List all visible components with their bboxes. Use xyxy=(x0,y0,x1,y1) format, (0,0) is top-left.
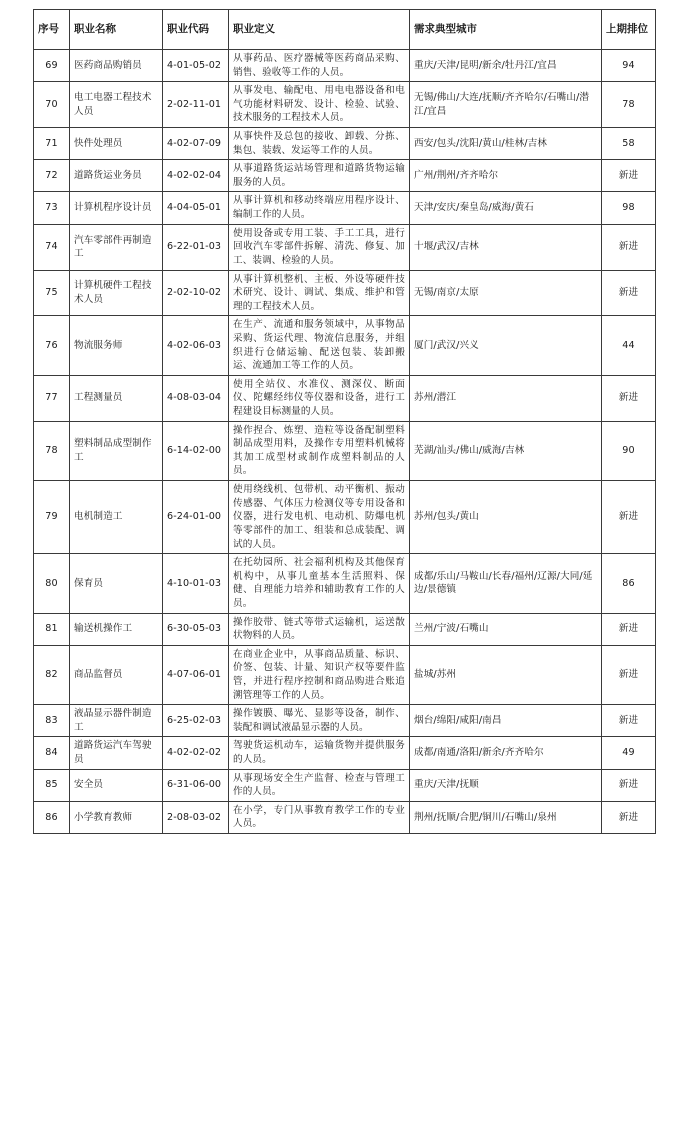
table-header-row xyxy=(34,10,656,50)
cell-previous-rank: 新进 xyxy=(602,801,656,833)
cell-occupation-code: 4-02-07-09 xyxy=(163,128,229,160)
cell-demand-cities: 荆州/抚顺/合肥/铜川/石嘴山/泉州 xyxy=(410,801,602,833)
cell-previous-rank: 新进 xyxy=(602,705,656,737)
cell-occupation-definition: 驾驶货运机动车，运输货物并提供服务的人员。 xyxy=(229,737,410,769)
column-header-name: 职业名称 xyxy=(70,10,163,50)
cell-previous-rank: 新进 xyxy=(602,645,656,704)
cell-sequence-number: 71 xyxy=(34,128,70,160)
cell-demand-cities: 盐城/苏州 xyxy=(410,645,602,704)
cell-demand-cities: 重庆/天津/昆明/新余/牡丹江/宜昌 xyxy=(410,50,602,82)
cell-occupation-name: 快件处理员 xyxy=(70,128,163,160)
cell-demand-cities: 成都/南通/洛阳/新余/齐齐哈尔 xyxy=(410,737,602,769)
cell-demand-cities: 苏州/潜江 xyxy=(410,375,602,421)
cell-sequence-number: 70 xyxy=(34,82,70,128)
cell-sequence-number: 74 xyxy=(34,224,70,270)
cell-demand-cities: 兰州/宁波/石嘴山 xyxy=(410,613,602,645)
table-row xyxy=(34,801,656,833)
cell-occupation-name: 电工电器工程技术人员 xyxy=(70,82,163,128)
table-row xyxy=(34,192,656,224)
cell-occupation-name: 物流服务师 xyxy=(70,316,163,375)
occupation-ranking-table xyxy=(33,9,656,834)
cell-occupation-definition: 使用全站仪、水准仪、测深仪、断面仪、陀螺经纬仪等仪器和设备，进行工程建设目标测量的人员。 xyxy=(229,375,410,421)
cell-previous-rank: 新进 xyxy=(602,224,656,270)
table-row xyxy=(34,737,656,769)
cell-occupation-code: 4-04-05-01 xyxy=(163,192,229,224)
table-row xyxy=(34,128,656,160)
cell-occupation-name: 道路货运业务员 xyxy=(70,160,163,192)
cell-sequence-number: 83 xyxy=(34,705,70,737)
cell-previous-rank: 新进 xyxy=(602,769,656,801)
cell-occupation-definition: 从事发电、输配电、用电电器设备和电气功能材料研发、设计、检验、试验、技术服务的工程技术人员。 xyxy=(229,82,410,128)
table-row xyxy=(34,224,656,270)
cell-occupation-definition: 在商业企业中，从事商品质量、标识、价签、包装、计量、知识产权等要件监管，并进行程序控制和商品购进合账追溯管理等工作的人员。 xyxy=(229,645,410,704)
cell-previous-rank: 44 xyxy=(602,316,656,375)
cell-occupation-name: 液晶显示器件制造工 xyxy=(70,705,163,737)
column-header-code: 职业代码 xyxy=(163,10,229,50)
cell-occupation-name: 汽车零部件再制造工 xyxy=(70,224,163,270)
cell-occupation-code: 6-31-06-00 xyxy=(163,769,229,801)
table-row xyxy=(34,645,656,704)
cell-occupation-name: 医药商品购销员 xyxy=(70,50,163,82)
cell-occupation-name: 小学教育教师 xyxy=(70,801,163,833)
cell-occupation-name: 安全员 xyxy=(70,769,163,801)
cell-occupation-definition: 使用设备或专用工装、手工工具，进行回收汽车零部件拆解、清洗、修复、加工、装调、检验的人员。 xyxy=(229,224,410,270)
cell-occupation-definition: 在托幼园所、社会福利机构及其他保育机构中，从事儿童基本生活照料、保健、自理能力培养和辅助教育工作的人员。 xyxy=(229,554,410,613)
table-row xyxy=(34,82,656,128)
table-row xyxy=(34,160,656,192)
cell-demand-cities: 芜湖/汕头/佛山/威海/吉林 xyxy=(410,421,602,480)
cell-previous-rank: 78 xyxy=(602,82,656,128)
cell-occupation-definition: 从事现场安全生产监督、检查与管理工作的人员。 xyxy=(229,769,410,801)
cell-sequence-number: 77 xyxy=(34,375,70,421)
cell-occupation-definition: 操作镀膜、曝光、显影等设备，制作、装配和调试液晶显示器的人员。 xyxy=(229,705,410,737)
table-row xyxy=(34,554,656,613)
cell-occupation-code: 2-02-11-01 xyxy=(163,82,229,128)
cell-previous-rank: 新进 xyxy=(602,613,656,645)
cell-sequence-number: 75 xyxy=(34,270,70,316)
cell-demand-cities: 十堰/武汉/吉林 xyxy=(410,224,602,270)
cell-sequence-number: 69 xyxy=(34,50,70,82)
column-header-cities: 需求典型城市 xyxy=(410,10,602,50)
cell-occupation-code: 4-02-02-04 xyxy=(163,160,229,192)
cell-sequence-number: 84 xyxy=(34,737,70,769)
cell-occupation-name: 道路货运汽车驾驶员 xyxy=(70,737,163,769)
cell-occupation-code: 6-22-01-03 xyxy=(163,224,229,270)
cell-occupation-definition: 在小学，专门从事教育教学工作的专业人员。 xyxy=(229,801,410,833)
cell-previous-rank: 90 xyxy=(602,421,656,480)
cell-demand-cities: 重庆/天津/抚顺 xyxy=(410,769,602,801)
cell-sequence-number: 79 xyxy=(34,481,70,554)
cell-demand-cities: 厦门/武汉/兴义 xyxy=(410,316,602,375)
cell-occupation-name: 电机制造工 xyxy=(70,481,163,554)
cell-previous-rank: 49 xyxy=(602,737,656,769)
cell-occupation-definition: 从事计算机和移动终端应用程序设计、编制工作的人员。 xyxy=(229,192,410,224)
cell-demand-cities: 无锡/佛山/大连/抚顺/齐齐哈尔/石嘴山/潜江/宜昌 xyxy=(410,82,602,128)
cell-occupation-code: 2-02-10-02 xyxy=(163,270,229,316)
cell-occupation-code: 2-08-03-02 xyxy=(163,801,229,833)
cell-demand-cities: 天津/安庆/秦皇岛/威海/黄石 xyxy=(410,192,602,224)
cell-sequence-number: 80 xyxy=(34,554,70,613)
cell-previous-rank: 新进 xyxy=(602,375,656,421)
cell-previous-rank: 98 xyxy=(602,192,656,224)
table-body xyxy=(34,50,656,834)
cell-previous-rank: 58 xyxy=(602,128,656,160)
cell-occupation-definition: 从事道路货运站场管理和道路货物运输服务的人员。 xyxy=(229,160,410,192)
cell-previous-rank: 94 xyxy=(602,50,656,82)
cell-occupation-definition: 操作胶带、链式等带式运输机，运送散状物料的人员。 xyxy=(229,613,410,645)
column-header-seq: 序号 xyxy=(34,10,70,50)
column-header-definition: 职业定义 xyxy=(229,10,410,50)
cell-occupation-definition: 从事药品、医疗器械等医药商品采购、销售、验收等工作的人员。 xyxy=(229,50,410,82)
cell-occupation-code: 6-30-05-03 xyxy=(163,613,229,645)
cell-occupation-name: 计算机程序设计员 xyxy=(70,192,163,224)
cell-occupation-code: 6-25-02-03 xyxy=(163,705,229,737)
cell-demand-cities: 烟台/绵阳/咸阳/南昌 xyxy=(410,705,602,737)
cell-occupation-code: 4-10-01-03 xyxy=(163,554,229,613)
cell-previous-rank: 新进 xyxy=(602,160,656,192)
cell-occupation-name: 塑料制品成型制作工 xyxy=(70,421,163,480)
table-row xyxy=(34,769,656,801)
cell-occupation-definition: 从事计算机整机、主板、外设等硬件技术研究、设计、调试、集成、维护和管理的工程技术人员。 xyxy=(229,270,410,316)
cell-occupation-name: 输送机操作工 xyxy=(70,613,163,645)
cell-occupation-name: 计算机硬件工程技术人员 xyxy=(70,270,163,316)
table-row xyxy=(34,270,656,316)
table-row xyxy=(34,421,656,480)
cell-occupation-name: 商品监督员 xyxy=(70,645,163,704)
cell-sequence-number: 82 xyxy=(34,645,70,704)
cell-occupation-definition: 在生产、流通和服务领域中，从事物品采购、货运代理、物流信息服务，并组织进行仓储运输、配送包装、装卸搬运、流通加工等工作的人员。 xyxy=(229,316,410,375)
table-row xyxy=(34,50,656,82)
cell-occupation-definition: 从事快件及总包的接收、卸载、分拣、集包、装载、发运等工作的人员。 xyxy=(229,128,410,160)
cell-demand-cities: 成都/乐山/马鞍山/长春/福州/辽源/大同/延边/景德镇 xyxy=(410,554,602,613)
cell-occupation-name: 工程测量员 xyxy=(70,375,163,421)
cell-demand-cities: 无锡/南京/太原 xyxy=(410,270,602,316)
cell-occupation-name: 保育员 xyxy=(70,554,163,613)
column-header-previous-rank: 上期排位 xyxy=(602,10,656,50)
cell-demand-cities: 西安/包头/沈阳/黄山/桂林/吉林 xyxy=(410,128,602,160)
cell-sequence-number: 73 xyxy=(34,192,70,224)
table-row xyxy=(34,705,656,737)
cell-occupation-code: 4-01-05-02 xyxy=(163,50,229,82)
cell-occupation-code: 4-02-06-03 xyxy=(163,316,229,375)
cell-sequence-number: 76 xyxy=(34,316,70,375)
cell-occupation-code: 4-08-03-04 xyxy=(163,375,229,421)
table-row xyxy=(34,481,656,554)
cell-occupation-code: 4-07-06-01 xyxy=(163,645,229,704)
cell-sequence-number: 81 xyxy=(34,613,70,645)
cell-demand-cities: 苏州/包头/黄山 xyxy=(410,481,602,554)
cell-sequence-number: 72 xyxy=(34,160,70,192)
cell-occupation-definition: 操作捏合、炼塑、造粒等设备配制塑料制品成型用料，及操作专用塑料机械将其加工成型材或制作成塑料制品的人员。 xyxy=(229,421,410,480)
cell-previous-rank: 新进 xyxy=(602,270,656,316)
table-row xyxy=(34,316,656,375)
cell-occupation-definition: 使用绕线机、包带机、动平衡机、振动传感器、气体压力检测仪等专用设备和仪器，进行发电机、电动机、防爆电机等零部件的加工、组装和总成装配、调试的人员。 xyxy=(229,481,410,554)
cell-previous-rank: 新进 xyxy=(602,481,656,554)
cell-occupation-code: 4-02-02-02 xyxy=(163,737,229,769)
cell-occupation-code: 6-14-02-00 xyxy=(163,421,229,480)
table-row xyxy=(34,613,656,645)
cell-sequence-number: 85 xyxy=(34,769,70,801)
cell-sequence-number: 78 xyxy=(34,421,70,480)
cell-occupation-code: 6-24-01-00 xyxy=(163,481,229,554)
cell-demand-cities: 广州/荆州/齐齐哈尔 xyxy=(410,160,602,192)
table-header xyxy=(34,10,656,50)
table-row xyxy=(34,375,656,421)
cell-previous-rank: 86 xyxy=(602,554,656,613)
cell-sequence-number: 86 xyxy=(34,801,70,833)
